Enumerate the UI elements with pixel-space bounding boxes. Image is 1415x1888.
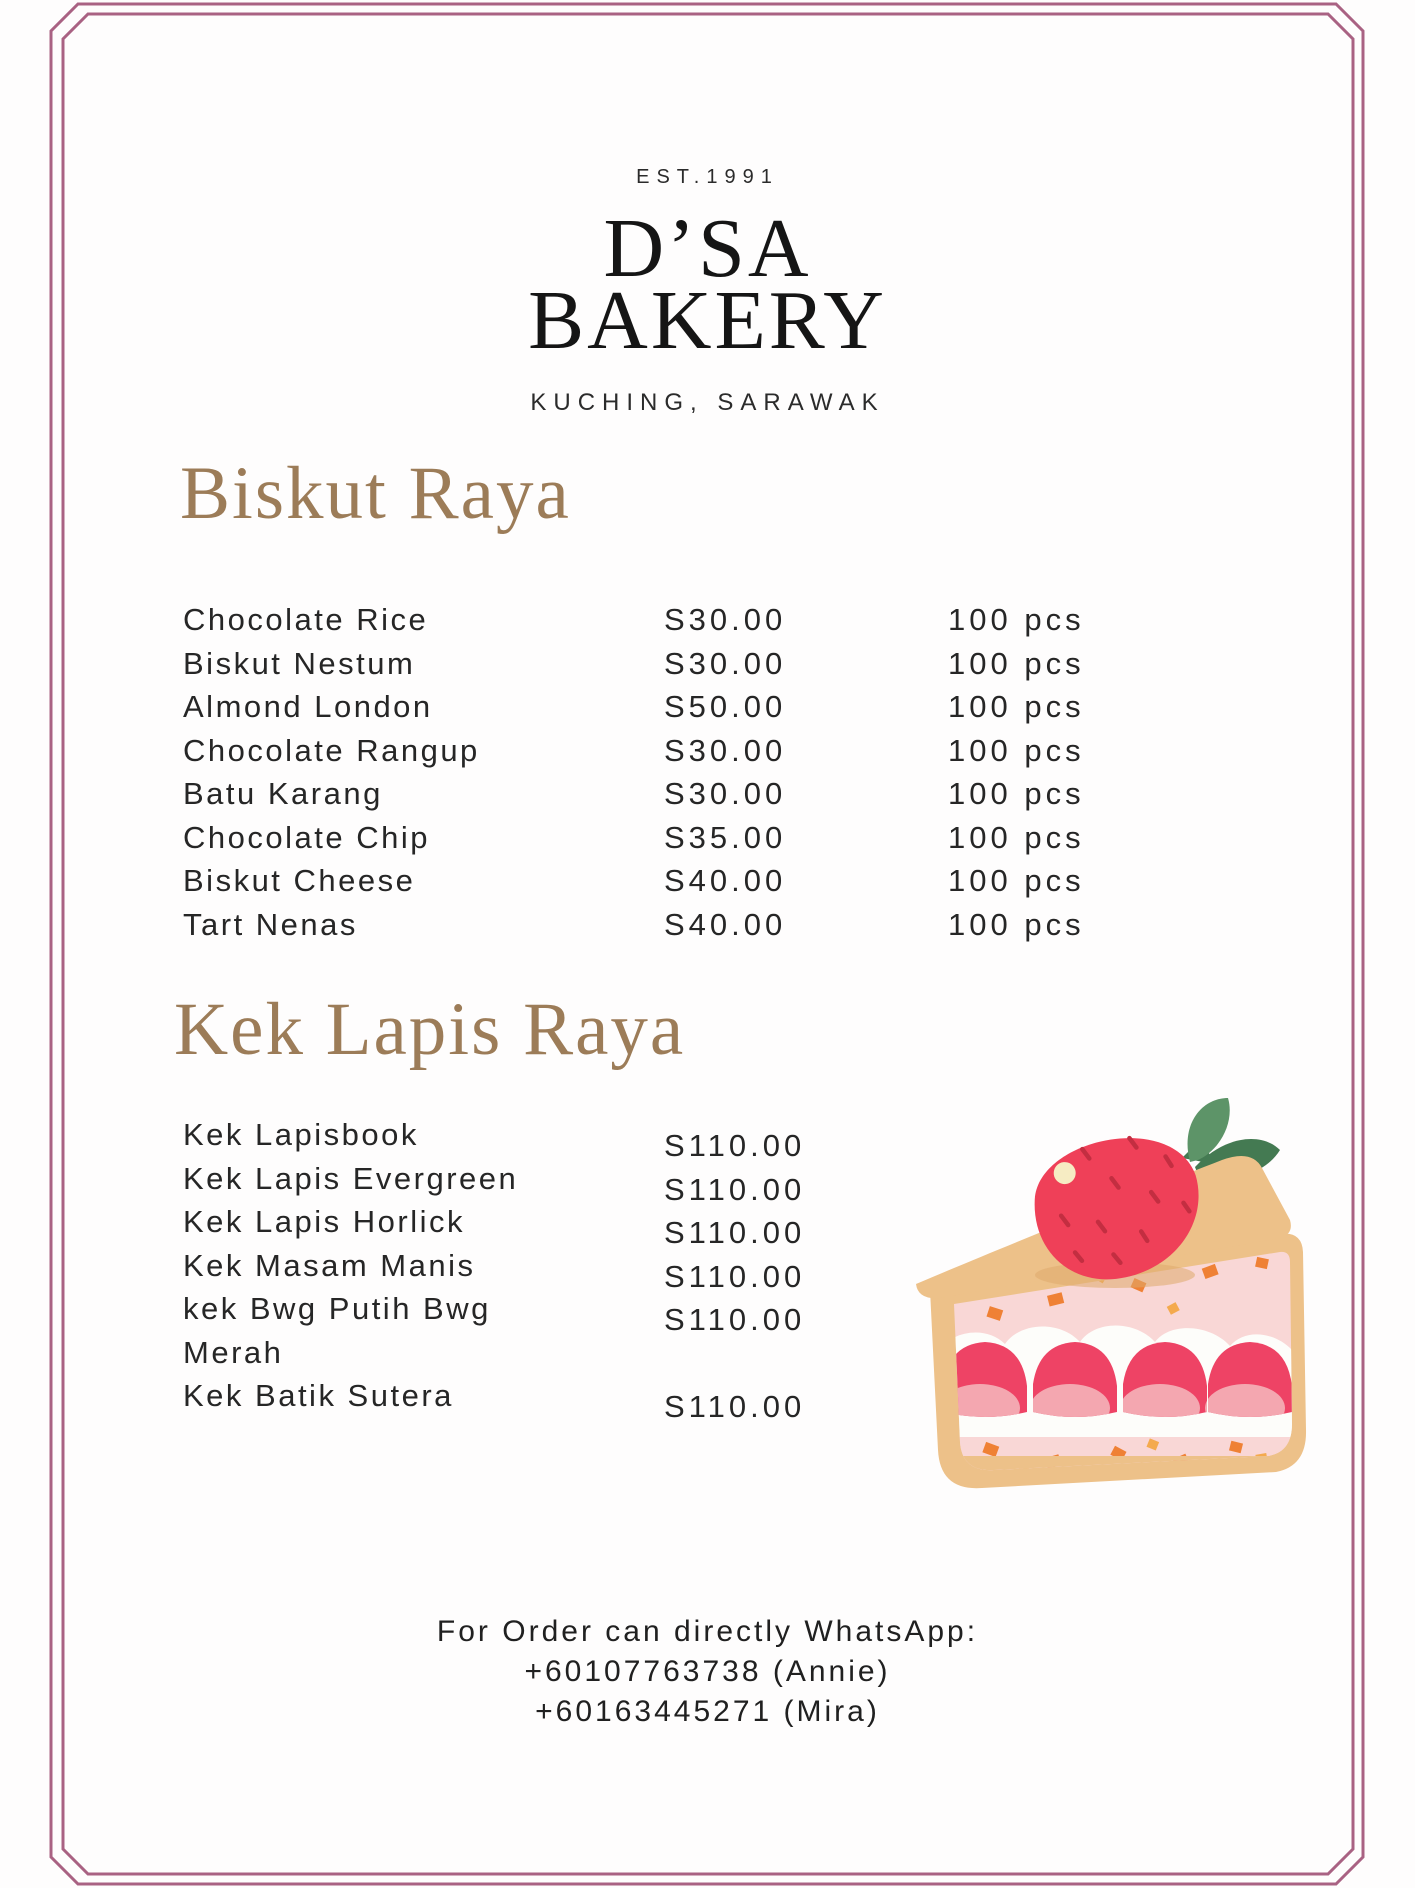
brand-location: KUCHING, SARAWAK <box>530 389 885 416</box>
kek-lapis-names-column <box>183 1113 583 1418</box>
menu-item-price: S30.00 <box>664 645 787 681</box>
menu-item-name: Chocolate Rangup <box>183 732 480 768</box>
menu-item-qty: 100 pcs <box>948 906 1085 942</box>
menu-item-name: Chocolate Chip <box>183 819 430 855</box>
menu-item-name: Biskut Nestum <box>183 645 416 681</box>
footer-phone-annie: +60107763738 (Annie) <box>524 1655 891 1688</box>
menu-item-qty: 100 pcs <box>948 863 1085 898</box>
biskut-raya-table <box>183 598 1303 946</box>
footer-phone-mira: +60163445271 (Mira) <box>535 1695 880 1728</box>
price-column-spacer <box>664 1342 805 1386</box>
menu-item-price: S110.00 <box>664 1171 806 1207</box>
menu-item-qty: 100 pcs <box>948 602 1085 637</box>
menu-item-price: S110.00 <box>664 1302 806 1337</box>
menu-item-price: S50.00 <box>664 689 787 724</box>
section-title-biskut-raya: Biskut Raya <box>180 452 571 535</box>
footer-contact <box>0 1612 1415 1732</box>
menu-item-price: S35.00 <box>664 819 787 855</box>
menu-item-qty: 100 pcs <box>948 645 1085 681</box>
menu-item-price: S40.00 <box>664 863 787 898</box>
menu-item-name: Kek Lapis Horlick <box>183 1204 465 1239</box>
menu-item-qty: 100 pcs <box>948 776 1085 811</box>
brand-line-1: D’SA <box>603 202 812 295</box>
footer-order-line: For Order can directly WhatsApp: <box>436 1615 979 1648</box>
menu-item-name: Chocolate Rice <box>183 602 429 637</box>
menu-item-name: Tart Nenas <box>183 906 358 942</box>
menu-item-qty: 100 pcs <box>948 819 1085 855</box>
strawberry-cake-illustration <box>900 1092 1320 1492</box>
menu-item-name: Almond London <box>183 689 433 724</box>
menu-item-price: S110.00 <box>664 1128 806 1163</box>
menu-item-name: Batu Karang <box>183 776 383 811</box>
menu-item-price: S110.00 <box>664 1258 806 1294</box>
menu-item-name: Kek Batik Sutera <box>183 1378 454 1413</box>
menu-item-price: S110.00 <box>664 1215 806 1250</box>
kek-lapis-prices-column <box>664 1124 805 1429</box>
menu-item-price: S30.00 <box>664 732 787 768</box>
menu-item-price: S110.00 <box>664 1389 806 1424</box>
menu-item-qty: 100 pcs <box>948 689 1085 724</box>
menu-item-name: Biskut Cheese <box>183 863 416 898</box>
brand-line-2: BAKERY <box>528 274 887 367</box>
menu-item-price: S30.00 <box>664 602 787 637</box>
section-title-kek-lapis-raya: Kek Lapis Raya <box>174 988 686 1071</box>
menu-item-name: Kek Lapis Evergreen <box>183 1160 519 1196</box>
menu-item-name: Kek Lapisbook <box>183 1117 419 1152</box>
menu-item-qty: 100 pcs <box>948 732 1085 768</box>
menu-item-price: S30.00 <box>664 776 787 811</box>
brand-name <box>0 202 1415 367</box>
established-year: EST.1991 <box>636 166 779 188</box>
header <box>0 166 1415 417</box>
menu-item-name: kek Bwg Putih Bwg Merah <box>183 1291 491 1370</box>
menu-item-price: S40.00 <box>664 906 787 942</box>
menu-item-name: Kek Masam Manis <box>183 1247 476 1283</box>
